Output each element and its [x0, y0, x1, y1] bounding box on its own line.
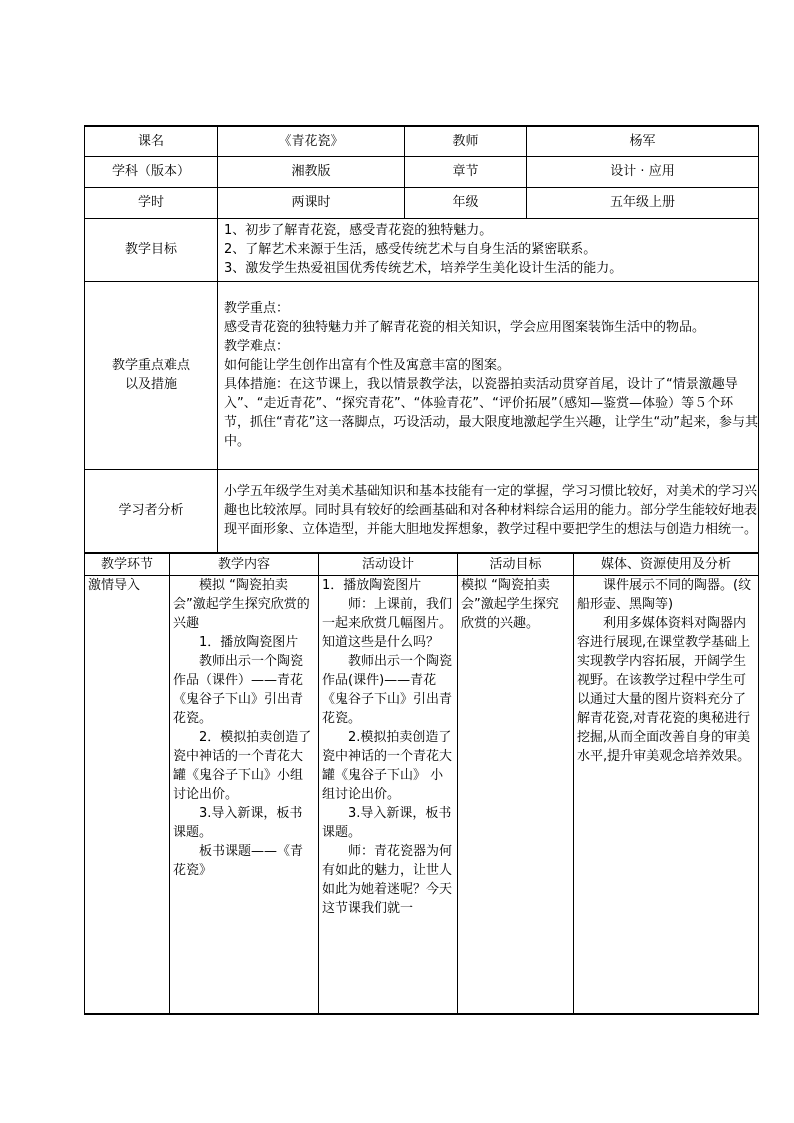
- hours-value: 两课时: [218, 187, 405, 218]
- lesson-info-table: [84, 125, 759, 553]
- goals-label: 教学目标: [85, 218, 218, 281]
- activity-para: 1．播放陶瓷图片: [322, 578, 422, 593]
- subject-value: 湘教版: [218, 156, 405, 187]
- subject-label: 学科（版本）: [85, 156, 218, 187]
- focus-label-line: 教学重点难点: [111, 358, 190, 373]
- focus-heading: 教学重点：: [224, 301, 290, 316]
- learner-text: 小学五年级学生对美术基础知识和基本技能有一定的掌握，学习习惯比较好，对美术的学习兴趣也比较浓厚。同时具有较好的绘画基础和对各种材料综合运用的能力。部分学生能较好地表现平面形象、立体造型，并能大胆地发挥想象，教学过程中要把学生的想法与创造力相统一。: [218, 469, 759, 552]
- course-value: 《青花瓷》: [218, 126, 405, 156]
- teacher-label: 教师: [405, 126, 527, 156]
- header-goal: 活动目标: [458, 554, 574, 576]
- header-content: 教学内容: [170, 554, 319, 576]
- hours-label: 学时: [85, 187, 218, 218]
- stage-cell: 激情导入: [85, 576, 170, 1014]
- content-cell: [170, 576, 319, 1014]
- focus-cell: [218, 281, 759, 469]
- content-para: 板书课题——《青花瓷》: [173, 844, 304, 878]
- focus-label: [85, 281, 218, 469]
- teacher-value: 杨军: [527, 126, 759, 156]
- activity-para: 教师出示一个陶瓷作品(课件)——青花《鬼谷子下山》引出青花瓷。: [322, 654, 453, 726]
- media-para: 课件展示不同的陶器。(纹船形壶、黑陶等): [577, 578, 752, 612]
- difficulty-text: 如何能让学生创作出富有个性及寓意丰富的图案。: [224, 358, 511, 373]
- focus-label-line: 以及措施: [124, 377, 177, 392]
- activity-cell: [319, 576, 458, 1014]
- activity-para: 3.导入新课，板书课题。: [322, 806, 452, 840]
- media-para: 利用多媒体资料对陶器内容进行展现,在课堂教学基础上实现教学内容拓展，开阔学生视野。在该教学过程中学生可以通过大量的图片资料充分了解青花瓷,对青花瓷的奥秘进行挖掘,从而全面改善自身的审美水平,提升审美观念培养效果。: [577, 616, 751, 764]
- header-stage: 教学环节: [85, 554, 170, 576]
- difficulty-heading: 教学难点：: [224, 339, 290, 354]
- goal-item: 1、初步了解青花瓷，感受青花瓷的独特魅力。: [224, 223, 493, 238]
- grade-value: 五年级上册: [527, 187, 759, 218]
- goal-item: 3、激发学生热爱祖国优秀传统艺术，培养学生美化设计生活的能力。: [224, 261, 623, 276]
- content-para: 3.导入新课，板书课题。: [173, 806, 303, 840]
- activity-para: 2.模拟拍卖创造了瓷中神话的一个青花大罐《鬼谷子下山》 小组讨论出价。: [322, 730, 453, 802]
- focus-text: 感受青花瓷的独特魅力并了解青花瓷的相关知识，学会应用图案装饰生活中的物品。: [224, 320, 706, 335]
- activity-para: 师：青花瓷器为何有如此的魅力，让世人如此为她着迷呢？今天这节课我们就一: [322, 844, 453, 916]
- goals-cell: [218, 218, 759, 281]
- measures-text: 具体措施：在这节课上，我以情景教学法，以瓷器拍卖活动贯穿首尾，设计了“情景激趣导入”、“走近青花”、“探究青花”、“体验青花”、“评价拓展”（感知—鉴赏—体验）等５个环节，抓住“青花”这一落脚点，巧设活动，最大限度地激起学生兴趣，让学生“动”起来，参与其中。: [224, 377, 758, 449]
- goal-item: 2、了解艺术来源于生活，感受传统艺术与自身生活的紧密联系。: [224, 242, 597, 257]
- course-label: 课名: [85, 126, 218, 156]
- grade-label: 年级: [405, 187, 527, 218]
- media-cell: [574, 576, 759, 1014]
- header-media: 媒体、资源使用及分析: [574, 554, 759, 576]
- content-para: 模拟 “陶瓷拍卖会”激起学生探究欣赏的兴趣: [173, 578, 310, 631]
- content-para: 1．播放陶瓷图片: [199, 635, 299, 650]
- chapter-label: 章节: [405, 156, 527, 187]
- content-para: 2．模拟拍卖创造了瓷中神话的一个青花大罐《鬼谷子下山》小组讨论出价。: [173, 730, 312, 802]
- learner-label: 学习者分析: [85, 469, 218, 552]
- activity-para: 师：上课前，我们一起来欣赏几幅图片。知道这些是什么吗？: [322, 597, 453, 650]
- chapter-value: 设计 · 应用: [527, 156, 759, 187]
- goal-cell: 模拟 “陶瓷拍卖会”激起学生探究欣赏的兴趣。: [458, 576, 574, 1014]
- header-activity: 活动设计: [319, 554, 458, 576]
- teaching-process-table: [84, 553, 759, 1015]
- content-para: 教师出示一个陶瓷作品（课件）——青花《鬼谷子下山》引出青花瓷。: [173, 654, 304, 726]
